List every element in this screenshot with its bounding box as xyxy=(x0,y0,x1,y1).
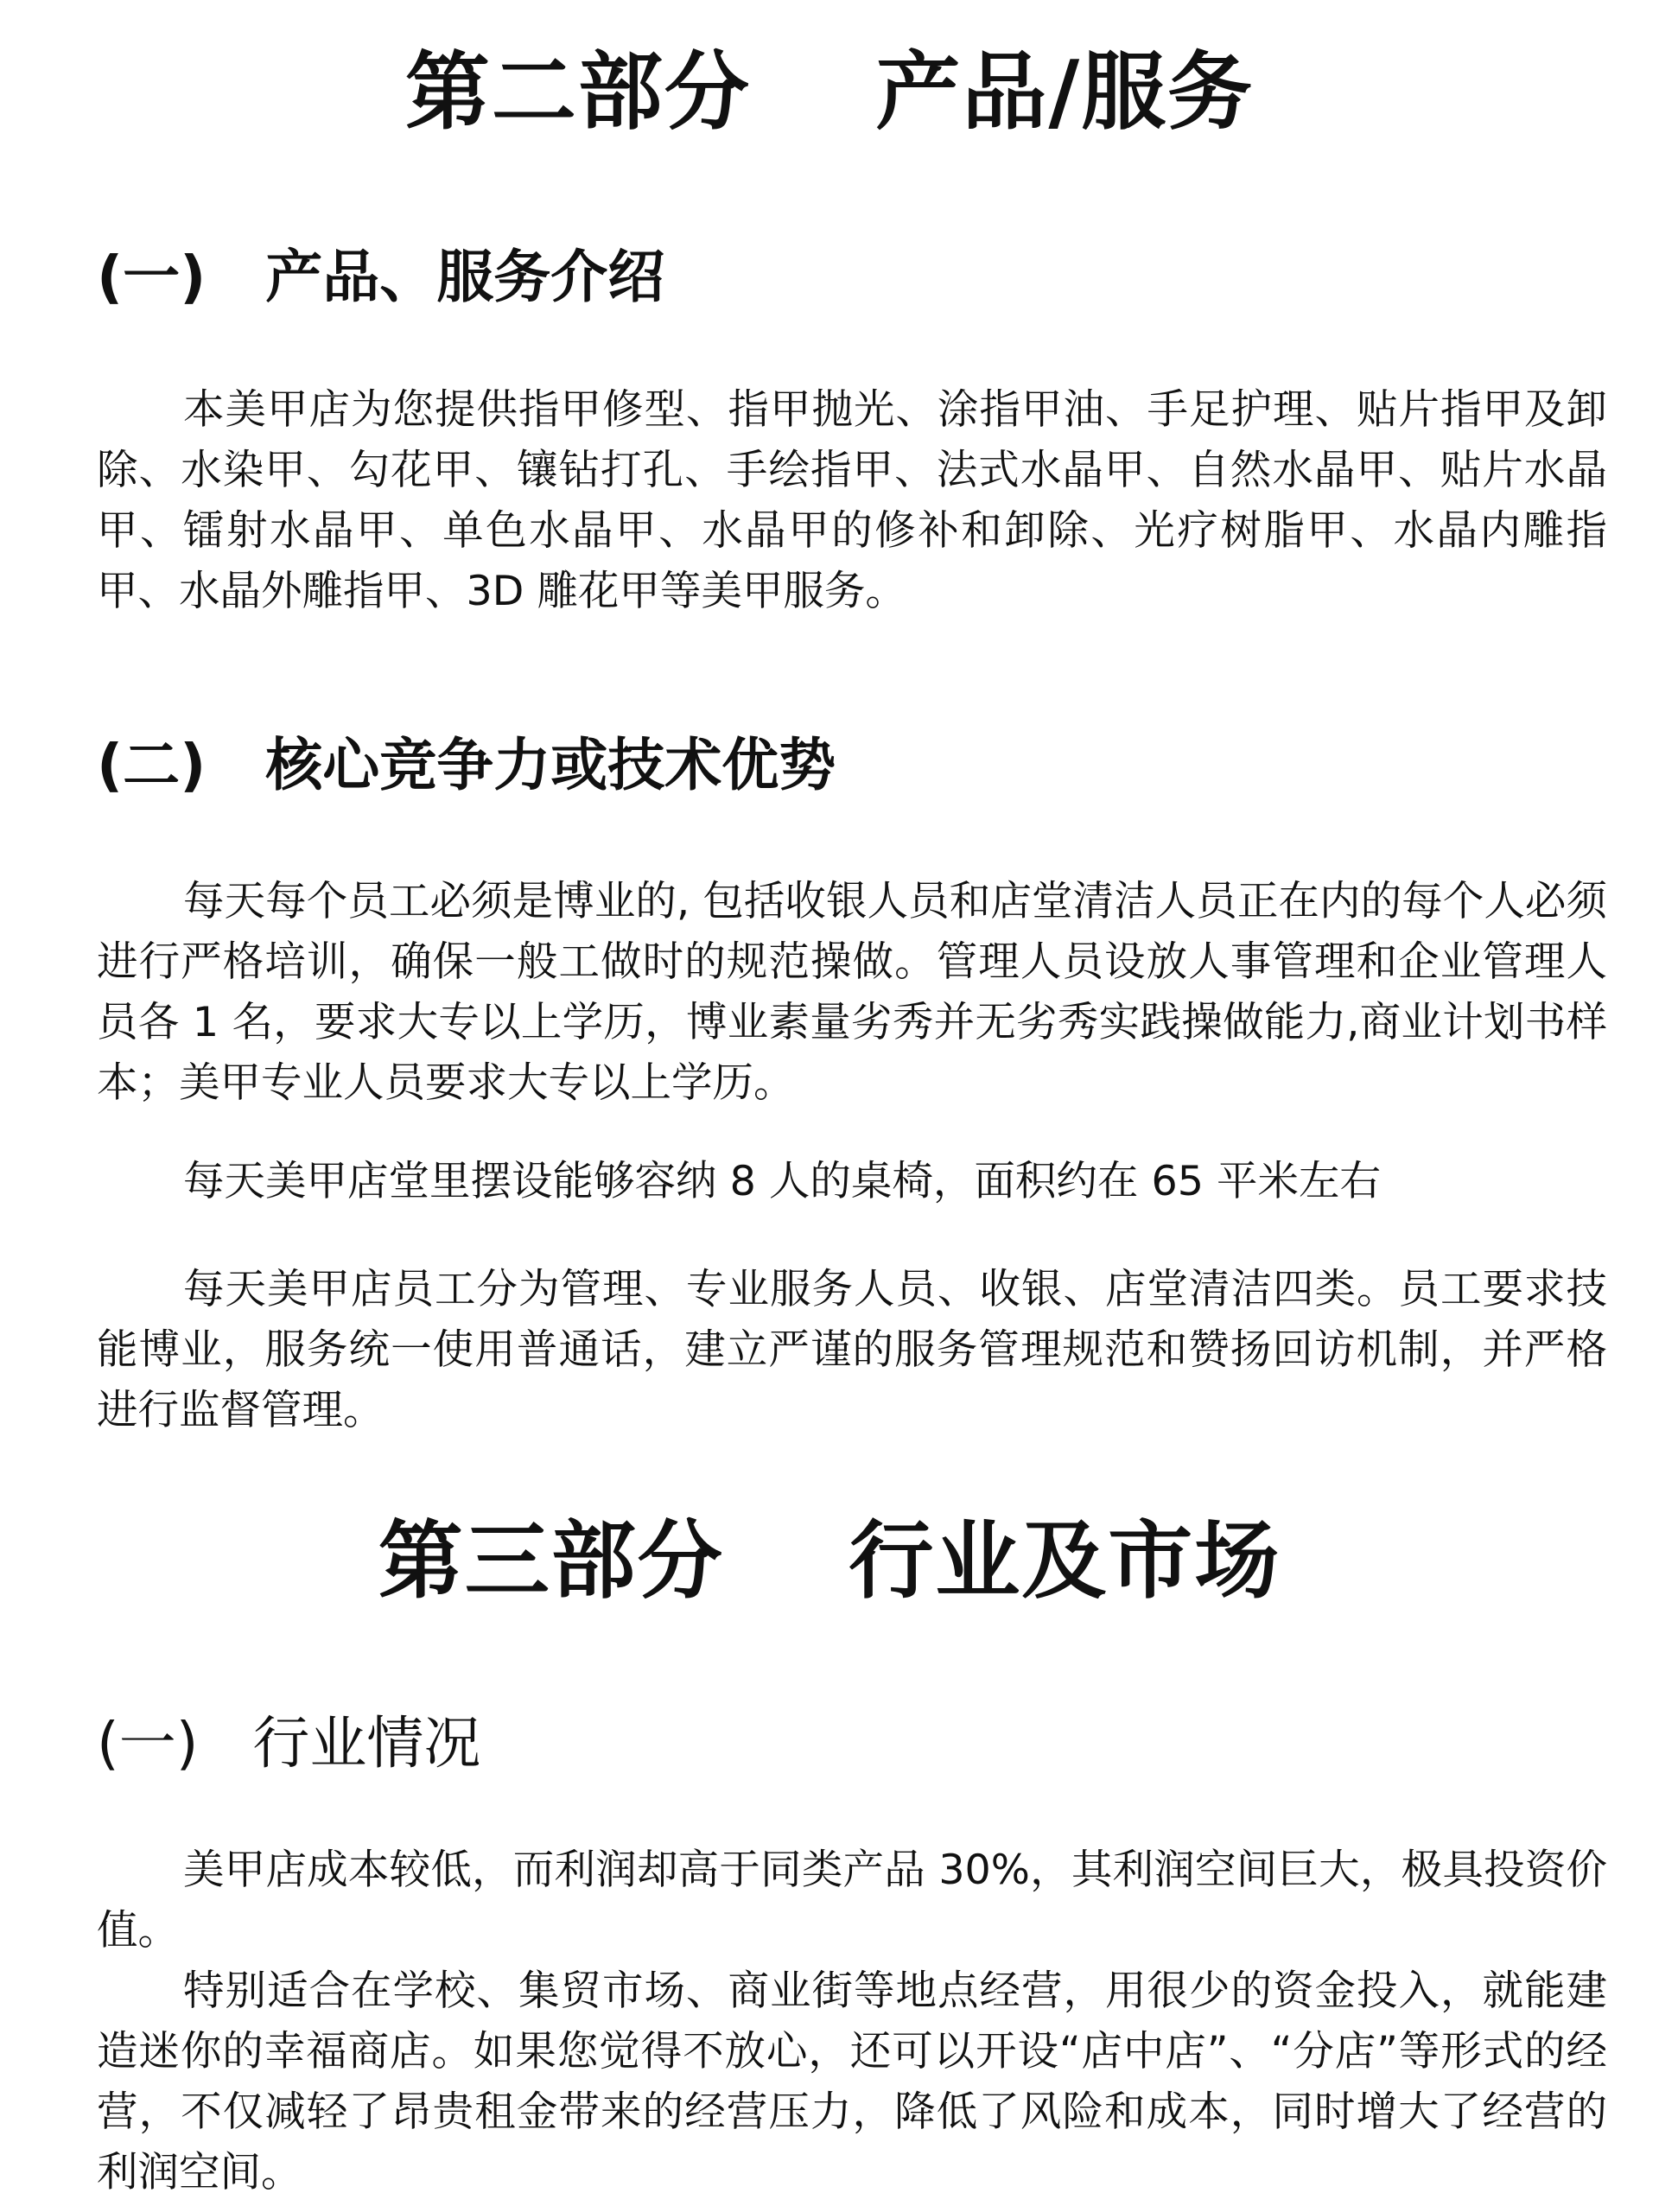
part-3-title: 第三部分 行业及市场 xyxy=(378,1512,1281,1611)
section-2-2-paragraph-2: 每天美甲店堂里摆设能够容纳 8 人的桌椅，面积约在 65 平米左右 xyxy=(183,1158,1382,1205)
section-3-1-title: (一) 行业情况 xyxy=(97,1710,481,1777)
part-2-title: 第二部分 产品/服务 xyxy=(404,43,1255,142)
section-3-1-paragraph-2: 特别适合在学校、集贸市场、商业街等地点经营，用很少的资金投入，就能建造迷你的幸福商店。如果您觉得不放心，还可以开设“店中店”、“分店”等形式的经营，不仅减轻了昂贵租金带来的经营压力，降低了风险和成本，同时增大了经营的利润空间。 xyxy=(97,1967,1607,2196)
section-2-2-paragraph-3: 每天美甲店员工分为管理、专业服务人员、收银、店堂清洁四类。员工要求技能博业，服务统一使用普通话，建立严谨的服务管理规范和赞扬回访机制，并严格进行监督管理。 xyxy=(97,1266,1607,1434)
section-2-2-title: (二) 核心竞争力或技术优势 xyxy=(97,732,836,798)
section-2-1-paragraph: 本美甲店为您提供指甲修型、指甲抛光、涂指甲油、手足护理、贴片指甲及卸除、水染甲、勾花甲、镶钻打孔、手绘指甲、法式水晶甲、自然水晶甲、贴片水晶甲、镭射水晶甲、单色水晶甲、水晶甲的修补和卸除、光疗树脂甲、水晶内雕指甲、水晶外雕指甲、3D 雕花甲等美甲服务。 xyxy=(97,386,1607,615)
section-2-1-title: (一) 产品、服务介绍 xyxy=(97,244,665,310)
section-2-2-paragraph-1: 每天每个员工必须是博业的, 包括收银人员和店堂清洁人员正在内的每个人必须进行严格培训，确保一般工做时的规范操做。管理人员设放人事管理和企业管理人员各 1 名，要求大专以上学历，博业素量劣秀并无劣秀实践操做能力,商业计划书样本；美甲专业人员要求大专以上学历。 xyxy=(97,878,1607,1107)
section-3-1-paragraph-1: 美甲店成本较低，而利润却高于同类产品 30%，其利润空间巨大，极具投资价值。 xyxy=(97,1847,1607,1955)
